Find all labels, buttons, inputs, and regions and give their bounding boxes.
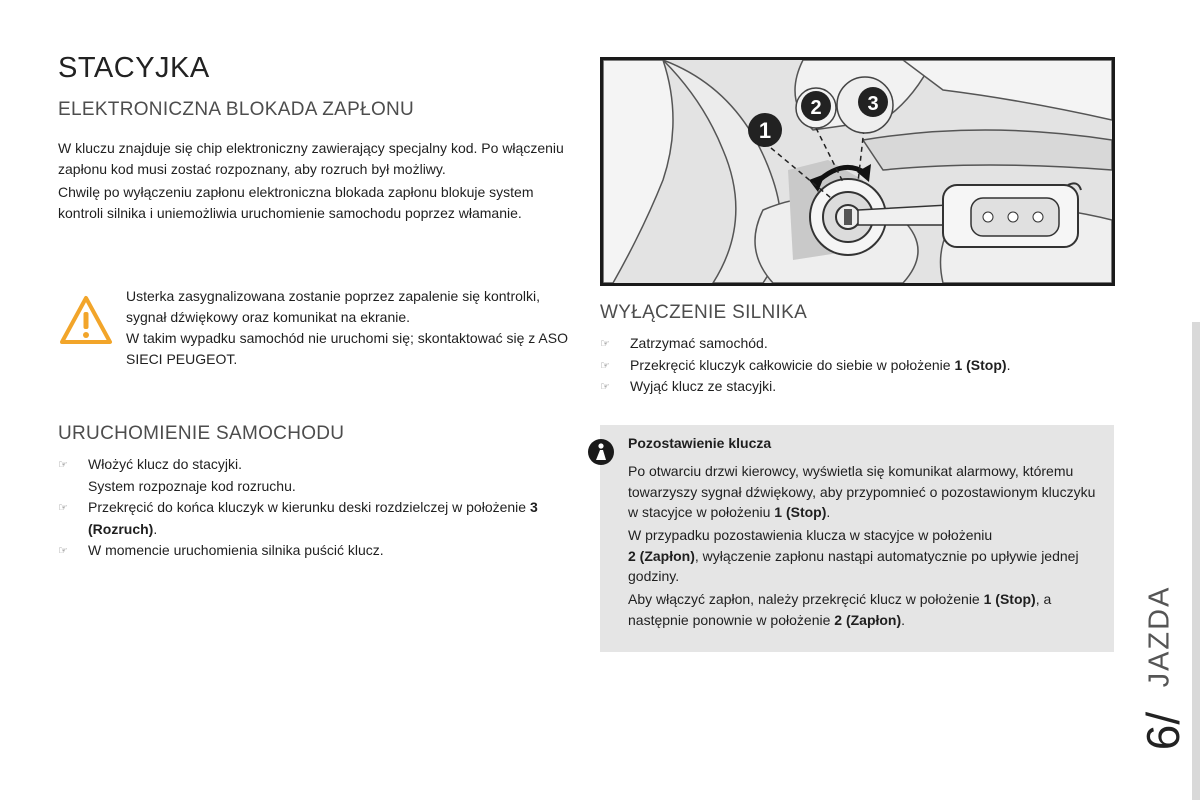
list-item (600, 333, 1110, 355)
info-paragraph-2 (628, 525, 1106, 587)
info-text: , wyłączenie zapłonu nastąpi automatycznie po upływie jednej godziny. (628, 547, 1079, 584)
immobiliser-paragraph-1: W kluczu znajduje się chip elektroniczny zawierający specjalny kod. Po włączeniu zapłonu kod musi zostać rozpoznany, aby rozruch był możliwy. (58, 140, 564, 177)
position-1-label: 1 (758, 118, 772, 143)
chapter-title: JAZDA (1143, 585, 1176, 688)
list-item-text: Przekręcić do końca kluczyk w kierunku deski rozdzielczej w położenie (88, 499, 530, 515)
pointing-hand-icon: ☞ (58, 501, 68, 514)
pointing-hand-icon: ☞ (600, 358, 610, 372)
list-item-suffix: . (153, 520, 158, 537)
position-label: 1 (Stop) (983, 591, 1036, 607)
position-label: 3 (Rozruch) (88, 499, 538, 537)
warning-text (126, 286, 576, 370)
warning-triangle-icon (58, 292, 114, 348)
list-item (58, 454, 558, 476)
position-label: 1 (Stop) (954, 356, 1007, 373)
immobiliser-heading: ELEKTRONICZNA BLOKADA ZAPŁONU (58, 99, 415, 120)
ignition-illustration (600, 57, 1115, 286)
info-body (628, 461, 1106, 633)
list-item-text: Zatrzymać samochód. (630, 335, 768, 351)
chapter-number: 6/ (1137, 711, 1189, 751)
pointing-hand-icon: ☞ (600, 380, 610, 393)
stopping-heading: WYŁĄCZENIE SILNIKA (600, 302, 808, 323)
ignition-drawing (603, 60, 1112, 283)
pointing-hand-icon: ☞ (600, 337, 610, 350)
list-item-text: System rozpoznaje kod rozruchu. (88, 477, 296, 494)
list-item (600, 376, 1110, 398)
chapter-tab-bar (1192, 322, 1200, 800)
list-item (600, 355, 1110, 377)
starting-heading: URUCHOMIENIE SAMOCHODU (58, 423, 345, 444)
position-label: 2 (Zapłon) (834, 611, 902, 628)
warning-text-1: Usterka zasygnalizowana zostanie poprzez zapalenie się kontrolki, sygnał dźwiękowy oraz komunikat na ekranie. (126, 288, 540, 325)
list-item (58, 497, 558, 540)
info-paragraph-1 (628, 461, 1106, 523)
list-item-text: Wyjąć klucz ze stacyjki. (630, 378, 777, 394)
position-3-label: 3 (867, 93, 879, 115)
info-text: Po otwarciu drzwi kierowcy, wyświetla się komunikat alarmowy, któremu towarzyszy sygnał dźwiękowy, aby przypomnieć o pozostawionym kluczyku w stacyjce w położeniu (628, 463, 1096, 520)
pointing-hand-icon: ☞ (58, 458, 68, 471)
list-item-suffix: . (1006, 356, 1011, 373)
starting-list (58, 454, 558, 562)
immobiliser-text (58, 138, 578, 226)
warning-text-2: W takim wypadku samochód nie uruchomi się; skontaktować się z ASO SIECI PEUGEOT. (126, 330, 568, 367)
list-item-text: Przekręcić kluczyk całkowicie do siebie w położenie (630, 356, 955, 373)
info-text-suffix: . (901, 611, 906, 628)
info-text: , a następnie ponownie w położenie (628, 591, 1052, 628)
info-paragraph-3 (628, 589, 1106, 630)
list-item-text: W momencie uruchomienia silnika puścić klucz. (88, 542, 384, 558)
position-label: 2 (Zapłon) (628, 547, 695, 564)
list-item-text: Włożyć klucz do stacyjki. (88, 456, 243, 472)
list-item (58, 476, 558, 498)
immobiliser-paragraph-2: Chwilę po wyłączeniu zapłonu elektroniczna blokada zapłonu blokuje system kontroli silnika i uniemożliwia uruchomienie samochodu poprzez włamanie. (58, 184, 534, 221)
info-icon (588, 439, 614, 465)
key-reminder-box (600, 425, 1114, 652)
list-item (58, 540, 558, 562)
page-title: STACYJKA (58, 52, 210, 84)
info-text-suffix: . (826, 504, 831, 520)
position-label: 1 (Stop) (774, 504, 827, 520)
info-text: W przypadku pozostawienia klucza w stacyjce w położeniu (628, 527, 993, 543)
position-2-label: 2 (810, 97, 822, 119)
stopping-list (600, 333, 1110, 398)
pointing-hand-icon: ☞ (58, 544, 68, 557)
info-title: Pozostawienie klucza (628, 435, 772, 451)
info-text: Aby włączyć zapłon, należy przekręcić klucz w położenie (628, 591, 984, 607)
